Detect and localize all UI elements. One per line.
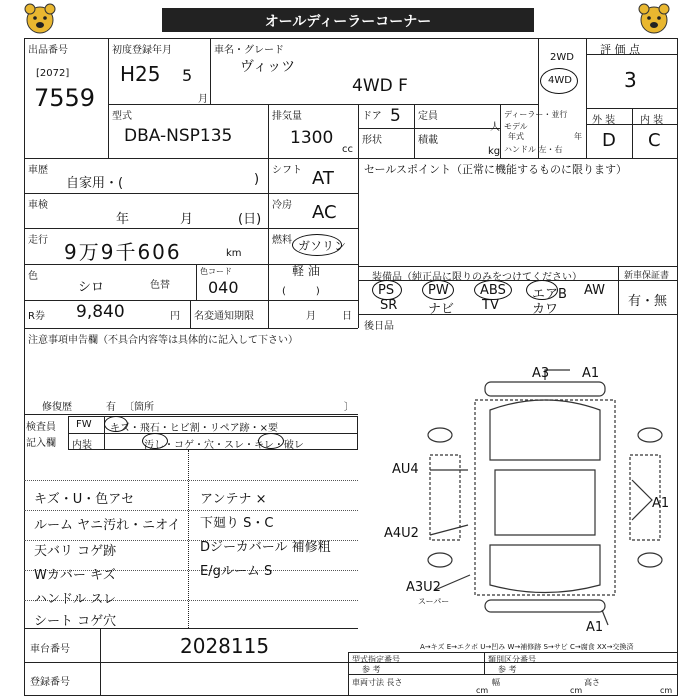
- remark-right-1: 下廻り S・C: [200, 516, 274, 531]
- recycle-label: R券: [28, 311, 45, 322]
- first-reg-month: 5: [182, 66, 193, 85]
- recycle-unit: 円: [170, 311, 180, 322]
- diagram-mark-a1-right: A1: [652, 496, 670, 511]
- color-label: 色: [28, 271, 38, 282]
- remark-right-2: Dジーカバール 補修粗: [200, 540, 331, 555]
- equip-tv: TV: [482, 298, 499, 313]
- history-close: ): [254, 172, 260, 187]
- inspector-interior: 内装: [72, 440, 92, 451]
- load-label: 積載: [418, 135, 438, 146]
- lot-label: 出品番号: [28, 45, 68, 56]
- shift-label: シフト: [272, 165, 302, 176]
- inspector-fw: FW: [76, 419, 92, 430]
- inspection-year: 年: [116, 212, 130, 227]
- model-year-label: モデル: [504, 122, 528, 131]
- diagram-sub: スーパー: [418, 597, 450, 606]
- equip-aw: AW: [584, 283, 606, 298]
- repair-value: 有: [106, 402, 116, 413]
- sales-point-label: セールスポイント（正常に機能するものに限ります）: [364, 163, 628, 176]
- rear-seat-label: 後日品: [364, 321, 394, 332]
- remark-left-4: ハンドル スレ: [34, 592, 117, 607]
- score-value: 3: [624, 68, 637, 92]
- year-label: 年式: [508, 132, 524, 141]
- bear-logo-icon: [634, 2, 674, 36]
- equip-label: 装備品（純正品に限りのみをつけてください）: [372, 272, 582, 283]
- equip-navi: ナビ: [428, 302, 455, 317]
- displacement-unit: cc: [342, 144, 353, 155]
- load-unit: kg: [488, 146, 501, 157]
- handle-label: ハンドル 左・右: [504, 145, 563, 154]
- drive-value: 4WD: [548, 75, 572, 86]
- fuel-value: ガソリン: [298, 239, 347, 253]
- chassis-label: 車台番号: [30, 644, 70, 655]
- equip-abs: ABS: [480, 283, 506, 298]
- plate-month: 月: [306, 311, 316, 322]
- car-grade: 4WD F: [352, 76, 408, 96]
- inspector-row2: 汚し・コゲ・穴・スレ・キレ・破レ: [144, 440, 304, 451]
- first-reg-label: 初度登録年月: [112, 45, 172, 56]
- footer-ref2: 参 考: [498, 665, 517, 674]
- model-label: 型式: [112, 111, 132, 122]
- footer-ref: 参 考: [362, 665, 381, 674]
- diagram-mark-au4: AU4: [392, 462, 419, 477]
- footer-width: 幅: [492, 678, 500, 687]
- fuel-alt: 軽 油: [292, 264, 320, 278]
- displacement-value: 1300: [290, 128, 334, 148]
- chassis-value: 2028115: [180, 634, 270, 658]
- doors-value: 5: [390, 106, 401, 126]
- equip-airbag-circle: [526, 280, 558, 300]
- bear-logo-icon: [20, 2, 60, 36]
- repair-label: 修復歴: [42, 402, 72, 413]
- int-value: C: [648, 130, 661, 151]
- fuel-label: 燃料: [272, 235, 292, 246]
- int-label: 内 装: [640, 115, 664, 126]
- car-label: 車名・グレード: [214, 45, 284, 56]
- equip-ps-circle: [372, 280, 402, 300]
- dealer-label: ディーラー・並行: [504, 110, 568, 119]
- warranty-label: 新車保証書: [624, 271, 670, 281]
- plate-label: 名変通知期限: [194, 311, 254, 322]
- history-value: 自家用・(: [66, 176, 124, 191]
- color-value: シロ: [78, 280, 105, 295]
- lot-number: 7559: [34, 84, 96, 112]
- inspection-month: 月: [180, 212, 194, 227]
- diagram-legend: A→キズ E→エクボ U→凹み W→補修跡 S→サビ C→腐食 XX→交換済: [420, 643, 634, 651]
- footer-length: 車両寸法 長さ: [352, 678, 403, 687]
- color-code-label: 色コード: [200, 267, 232, 276]
- capacity-label: 定員: [418, 111, 438, 122]
- recycle-value: 9,840: [76, 302, 125, 322]
- first-reg-era: H25: [120, 62, 161, 86]
- inspection-label: 車検: [28, 200, 48, 211]
- mileage-unit: km: [226, 248, 242, 259]
- footer-height: 高さ: [584, 678, 600, 687]
- ext-value: D: [602, 130, 616, 151]
- score-label: 評 価 点: [600, 43, 640, 56]
- notes-label: 注意事項申告欄（不具合内容等は具体的に記入して下さい）: [28, 335, 298, 346]
- equip-leather: カワ: [532, 302, 559, 317]
- displacement-label: 排気量: [272, 111, 302, 122]
- repair-place: 〔箇所: [124, 402, 154, 413]
- header-title: オールディーラーコーナー: [264, 14, 432, 30]
- color-code: 040: [208, 278, 239, 297]
- footer-class-no: 類別区分番号: [488, 655, 536, 664]
- equip-pw: PW: [428, 283, 449, 298]
- diagram-mark-a4u2: A4U2: [384, 526, 419, 541]
- doors-label: ドア: [362, 111, 382, 122]
- car-name: ヴィッツ: [240, 59, 296, 75]
- color-change: 色替: [150, 280, 170, 291]
- mileage-label: 走行: [28, 235, 48, 246]
- inspector-label: 検査員: [26, 422, 56, 433]
- drive-label: 2WD: [550, 52, 574, 63]
- diagram-mark-a3u2: A3U2: [406, 580, 441, 595]
- equip-sr: SR: [380, 298, 398, 313]
- ext-label: 外 装: [592, 115, 616, 126]
- inspector-row1: キズ・飛石・ヒビ割・リペア跡・×要: [110, 423, 278, 434]
- equip-airbag: エアB: [532, 287, 567, 302]
- model-value: DBA-NSP135: [124, 126, 233, 146]
- inspection-day: (日): [238, 212, 262, 227]
- shape-label: 形状: [362, 135, 382, 146]
- footer-model-cert: 型式指定番号: [352, 655, 400, 664]
- capacity-unit: 人: [490, 122, 500, 133]
- aircon-value: AC: [312, 202, 337, 223]
- footer-cm1: cm: [476, 686, 489, 695]
- remark-left-3: Wカバー キズ: [34, 568, 116, 583]
- registration-label: 登録番号: [30, 677, 70, 688]
- history-label: 車歴: [28, 165, 48, 176]
- lot-sub: [2072]: [36, 68, 70, 79]
- mileage-value: 9万9千606: [64, 240, 182, 264]
- inspector-label2: 記入欄: [26, 438, 56, 449]
- plate-day: 日: [342, 311, 352, 322]
- remark-right-3: E/gルーム S: [200, 564, 273, 579]
- equip-pw-circle: [422, 280, 454, 300]
- equip-abs-circle: [474, 280, 512, 300]
- remark-left-2: 天バリ コゲ跡: [34, 544, 117, 559]
- first-reg-unit: 月: [198, 94, 208, 105]
- footer-cm2: cm: [570, 686, 583, 695]
- fuel-paren: ( ): [282, 286, 320, 297]
- shift-value: AT: [312, 168, 334, 189]
- aircon-label: 冷房: [272, 200, 292, 211]
- remark-right-0: アンテナ ×: [200, 492, 267, 507]
- footer-cm3: cm: [660, 686, 673, 695]
- equip-ps: PS: [378, 283, 395, 298]
- year-unit: 年: [574, 132, 582, 141]
- diagram-mark-a1-bottom: A1: [586, 620, 604, 635]
- diagram-mark-a1-top: A1: [582, 366, 600, 381]
- repair-close: 〕: [344, 402, 354, 413]
- remark-left-5: シート コゲ穴: [34, 614, 117, 629]
- warranty-value: 有・無: [628, 294, 668, 309]
- diagram-mark-a3: A3: [532, 366, 550, 381]
- remark-left-0: キズ・U・色アセ: [34, 492, 135, 507]
- remark-left-1: ルーム ヤニ汚れ・ニオイ: [34, 518, 181, 533]
